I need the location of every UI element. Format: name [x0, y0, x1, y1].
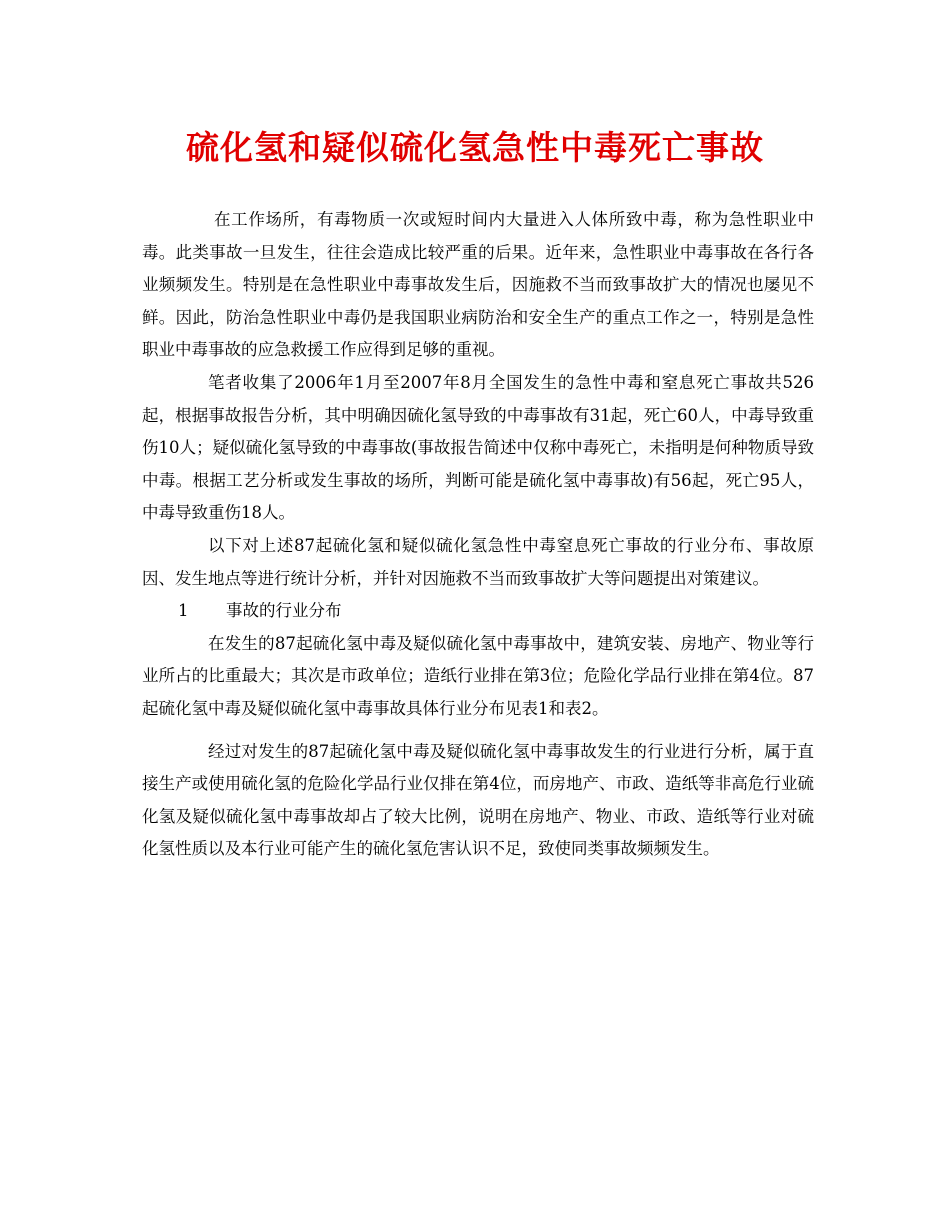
paragraph-industry-analysis: 经过对发生的87起硫化氢中毒及疑似硫化氢中毒事故发生的行业进行分析，属于直接生产或使用硫化氢的危险化学品行业仅排在第4位，而房地产、市政、造纸等非高危行业硫化氢及疑似硫化氢中毒事故却占了较大比例，说明在房地产、物业、市政、造纸等行业对硫化氢性质以及本行业可能产生的硫化氢危害认识不足，致使同类事故频频发生。: [142, 741, 814, 859]
document-body: [142, 204, 814, 866]
paragraph-analysis-scope: 以下对上述87起硫化氢和疑似硫化氢急性中毒窒息死亡事故的行业分布、事故原因、发生地点等进行统计分析，并针对因施救不当而致事故扩大等问题提出对策建议。: [142, 535, 814, 588]
section-number: 1: [178, 601, 189, 621]
document-title: 硫化氢和疑似硫化氢急性中毒死亡事故: [186, 128, 764, 167]
paragraph-industry-distribution: 在发生的87起硫化氢中毒及疑似硫化氢中毒事故中，建筑安装、房地产、物业等行业所占的比重最大；其次是市政单位；造纸行业排在第3位；危险化学品行业排在第4位。87起硫化氢中毒及疑似硫化氢中毒事故具体行业分布见表1和表2。: [142, 633, 814, 718]
section-title: 事故的行业分布: [226, 601, 342, 621]
section-heading: [142, 595, 814, 628]
paragraph-intro: 在工作场所，有毒物质一次或短时间内大量进入人体所致中毒，称为急性职业中毒。此类事故一旦发生，往往会造成比较严重的后果。近年来，急性职业中毒事故在各行各业频频发生。特别是在急性职业中毒事故发生后，因施救不当而致事故扩大的情况也屡见不鲜。因此，防治急性职业中毒仍是我国职业病防治和安全生产的重点工作之一，特别是急性职业中毒事故的应急救援工作应得到足够的重视。: [142, 210, 814, 360]
paragraph-statistics: 笔者收集了2006年1月至2007年8月全国发生的急性中毒和窒息死亡事故共526起，根据事故报告分析，其中明确因硫化氢导致的中毒事故有31起，死亡60人，中毒导致重伤10人；疑似硫化氢导致的中毒事故(事故报告简述中仅称中毒死亡，未指明是何种物质导致中毒。根据工艺分析或发生事故的场所，判断可能是硫化氢中毒事故)有56起，死亡95人，中毒导致重伤18人。: [142, 372, 814, 523]
